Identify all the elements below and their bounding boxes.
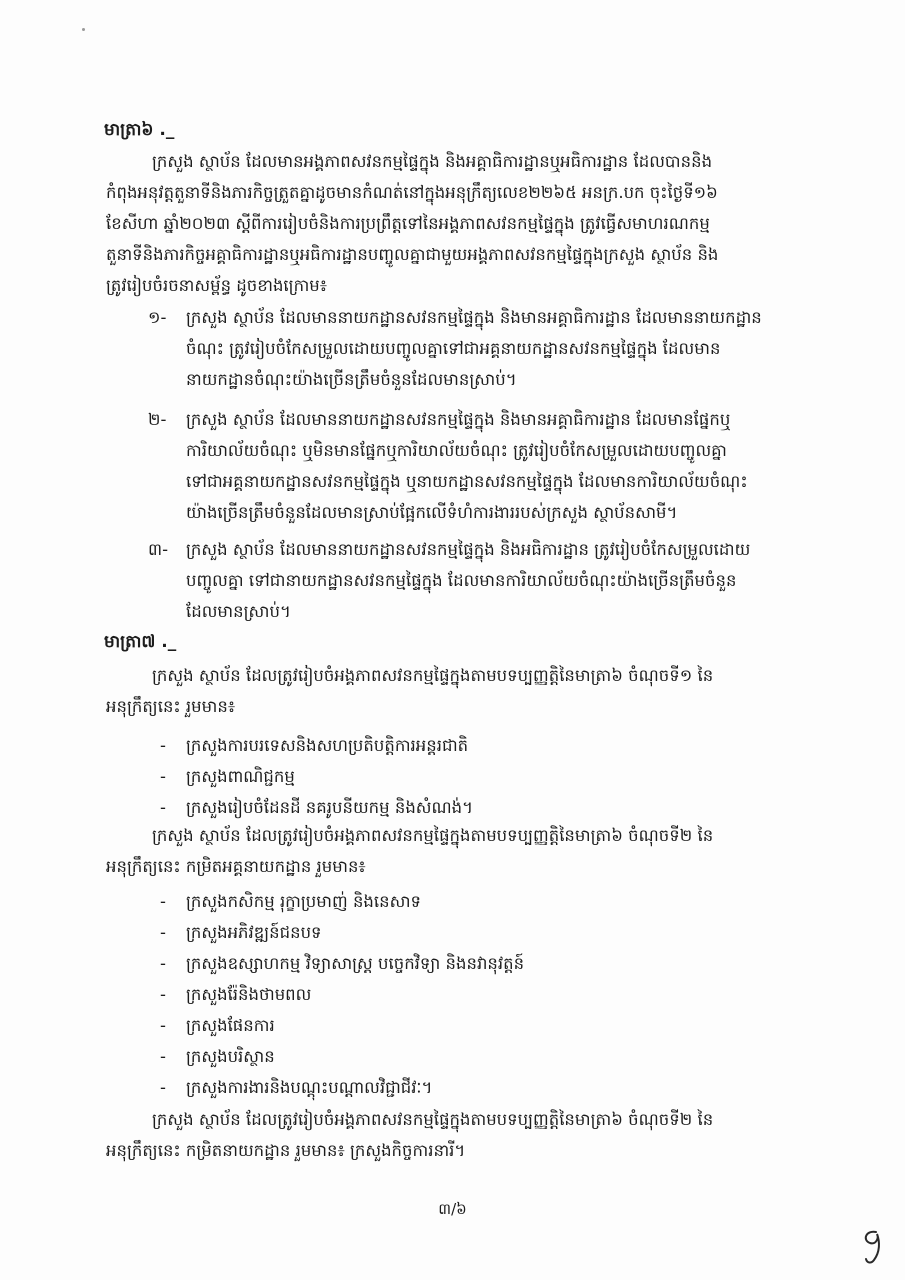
article-7-group-1-intro	[106, 660, 814, 722]
article-6-intro-paragraph	[106, 146, 814, 301]
list-item: - ក្រសួងកសិកម្ម រុក្ខាប្រមាញ់ និងនេសាទ	[160, 892, 422, 911]
list-item: - ក្រសួងការងារនិងបណ្តុះបណ្តាលវិជ្ជាជីវៈ។	[160, 1078, 433, 1097]
list-item: - ក្រសួងការបរទេសនិងសហប្រតិបត្តិការអន្តរជាតិ	[160, 736, 469, 755]
item-line: ដែលមានស្រាប់។	[186, 602, 291, 621]
paragraph-line: ក្រសួង ស្ថាប័ន ដែលត្រូវរៀបចំអង្គភាពសវនកម្មផ្ទៃក្នុងតាមបទប្បញ្ញត្តិនៃមាត្រា៦ ចំណុចទី១ នៃ	[152, 666, 714, 685]
list-item: - ក្រសួងរ៉ែនិងថាមពល	[160, 985, 312, 1004]
item-line: នាយកដ្ឋានចំណុះយ៉ាងច្រើនត្រឹមចំនួនដែលមានស្រាប់។	[186, 370, 517, 389]
paragraph-line: ក្រសួង ស្ថាប័ន ដែលមានអង្គភាពសវនកម្មផ្ទៃក្នុង និងអគ្គាធិការដ្ឋានឬអធិការដ្ឋាន ដែលបាននិង	[152, 152, 713, 171]
article-7-group-2-intro	[106, 820, 814, 882]
list-item: - ក្រសួងផែនការ	[160, 1016, 275, 1035]
item-line: ចំណុះ ត្រូវរៀបចំកែសម្រួលដោយបញ្ចូលគ្នាទៅជាអគ្គនាយកដ្ឋានសវនកម្មផ្ទៃក្នុង ដែលមាន	[186, 339, 721, 358]
handwritten-initial-mark	[856, 1226, 890, 1266]
paragraph-line: អនុក្រឹត្យនេះ កម្រិតនាយកដ្ឋាន រួមមាន៖ ក្រសួងកិច្ចការនារី។	[106, 1141, 466, 1160]
list-item: - ក្រសួងឧស្សាហកម្ម វិទ្យាសាស្ត្រ បច្ចេកវិទ្យា និងនវានុវត្តន៍	[160, 954, 525, 973]
item-line: ការិយាល័យចំណុះ ឬមិនមានផ្នែកឬការិយាល័យចំណុះ ត្រូវរៀបចំកែសម្រួលដោយបញ្ចូលគ្នា	[186, 441, 727, 460]
paragraph-line: អនុក្រឹត្យនេះ កម្រិតអគ្គនាយកដ្ឋាន រួមមាន៖	[106, 857, 366, 876]
list-item: - ក្រសួងពាណិជ្ជកម្ម	[160, 767, 295, 786]
item-line: ក្រសួង ស្ថាប័ន ដែលមាននាយកដ្ឋានសវនកម្មផ្ទៃក្នុង និងមានអគ្គាធិការដ្ឋាន ដែលមានផ្នែកឬ	[186, 410, 731, 429]
article-6-heading: មាត្រា៦ ._	[104, 120, 175, 140]
item-number: ២-	[148, 410, 167, 429]
item-line: ក្រសួង ស្ថាប័ន ដែលមាននាយកដ្ឋានសវនកម្មផ្ទៃក្នុង និងអធិការដ្ឋាន ត្រូវរៀបចំកែសម្រួលដោយ	[186, 540, 751, 559]
item-number: ៣-	[148, 540, 169, 559]
paragraph-line: ខែសីហា ឆ្នាំ២០២៣ ស្តីពីការរៀបចំនិងការប្រព្រឹត្តទៅនៃអង្គភាពសវនកម្មផ្ទៃក្នុង ត្រូវធ្វើសមាហរណកម្ម	[106, 214, 710, 233]
item-number: ១-	[148, 308, 167, 327]
item-line: ក្រសួង ស្ថាប័ន ដែលមាននាយកដ្ឋានសវនកម្មផ្ទៃក្នុង និងមានអគ្គាធិការដ្ឋាន ដែលមាននាយកដ្ឋាន	[186, 308, 762, 327]
item-line: បញ្ចូលគ្នា ទៅជានាយកដ្ឋានសវនកម្មផ្ទៃក្នុង ដែលមានការិយាល័យចំណុះយ៉ាងច្រើនត្រឹមចំនួន	[186, 571, 737, 590]
scan-speck	[82, 28, 85, 31]
item-line: ទៅជាអគ្គនាយកដ្ឋានសវនកម្មផ្ទៃក្នុង ឬនាយកដ្ឋានសវនកម្មផ្ទៃក្នុង ដែលមានការិយាល័យចំណុះ	[186, 472, 748, 491]
list-item: - ក្រសួងរៀបចំដែនដី នគរូបនីយកម្ម និងសំណង់។	[160, 798, 473, 817]
list-item: - ក្រសួងអភិវឌ្ឍន៍ជនបទ	[160, 923, 322, 942]
paragraph-line: ក្រសួង ស្ថាប័ន ដែលត្រូវរៀបចំអង្គភាពសវនកម្មផ្ទៃក្នុងតាមបទប្បញ្ញត្តិនៃមាត្រា៦ ចំណុចទី២ នៃ	[152, 1110, 714, 1129]
paragraph-line: តួនាទីនិងភារកិច្ចអគ្គាធិការដ្ឋានឬអធិការដ្ឋានបញ្ចូលគ្នាជាមួយអង្គភាពសវនកម្មផ្ទៃក្នុងក្រសួង ស្ថាប័ន និង	[106, 245, 719, 264]
paragraph-line: ត្រូវរៀបចំរចនាសម្ព័ន្ធ ដូចខាងក្រោម៖	[106, 276, 328, 295]
article-7-heading: មាត្រា៧ ._	[104, 632, 177, 652]
item-line: យ៉ាងច្រើនត្រឹមចំនួនដែលមានស្រាប់ផ្អែកលើទំហំការងាររបស់ក្រសួង ស្ថាប័នសាមី។	[186, 503, 678, 522]
page-number: ៣/៦	[438, 1200, 467, 1218]
paragraph-line: អនុក្រឹត្យនេះ រួមមាន៖	[106, 697, 236, 716]
paragraph-line: ក្រសួង ស្ថាប័ន ដែលត្រូវរៀបចំអង្គភាពសវនកម្មផ្ទៃក្នុងតាមបទប្បញ្ញត្តិនៃមាត្រា៦ ចំណុចទី២ នៃ	[152, 826, 714, 845]
article-7-group-3-intro	[106, 1104, 814, 1166]
article-7-group-2-list	[160, 886, 760, 1103]
list-item: - ក្រសួងបរិស្ថាន	[160, 1047, 275, 1066]
paragraph-line: កំពុងអនុវត្តតួនាទីនិងភារកិច្ចត្រួតគ្នាដូចមានកំណត់នៅក្នុងអនុក្រឹត្យលេខ២២៦៥ អនក្រ.បក ចុះថ្ងៃទី១៦	[106, 183, 718, 202]
article-7-group-1-list	[160, 730, 760, 823]
